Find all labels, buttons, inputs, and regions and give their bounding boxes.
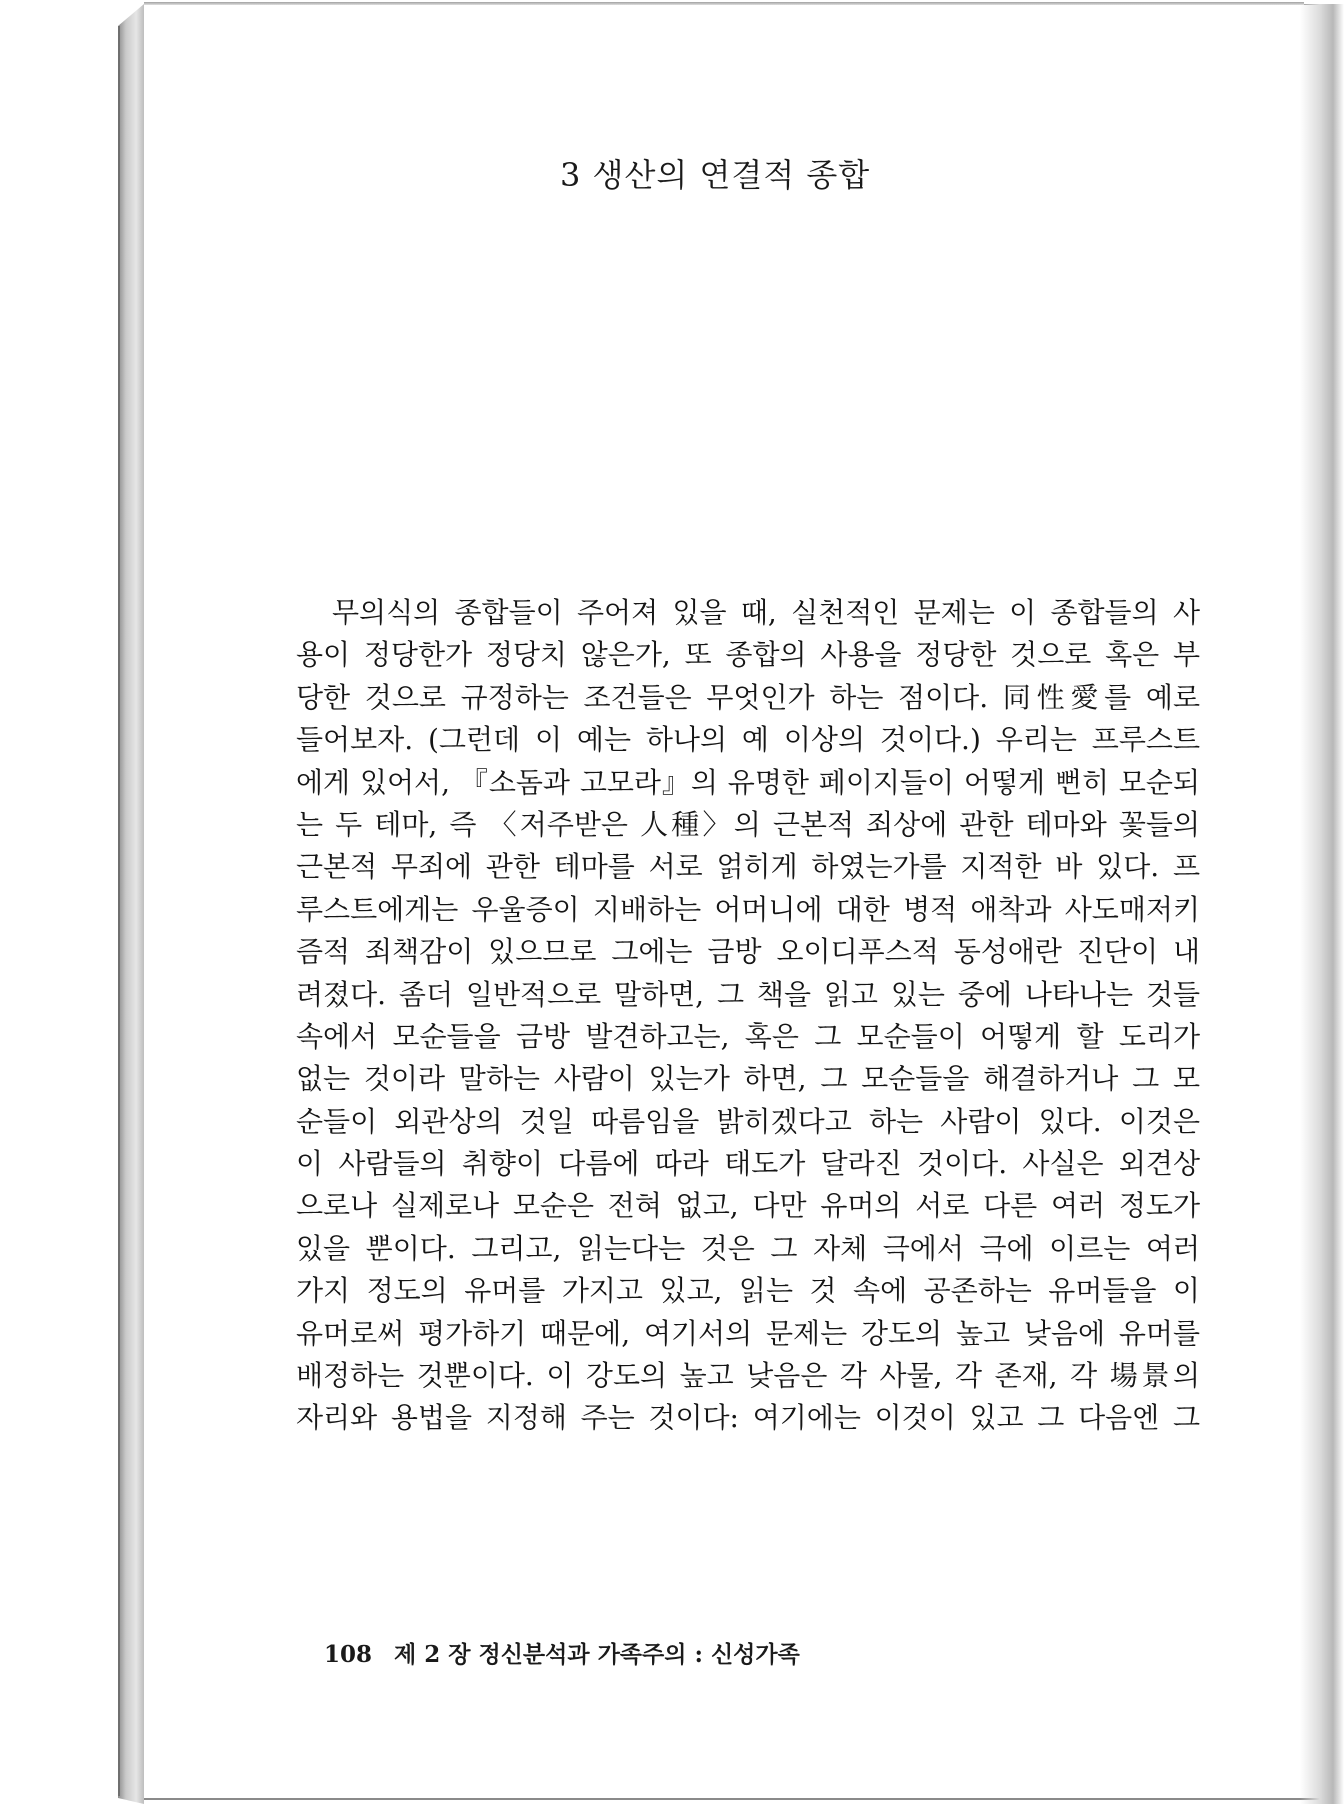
page-number: 108 <box>324 1641 373 1668</box>
book-spine <box>118 4 144 1804</box>
body-line: 순들이 외관상의 것일 따름임을 밝히겠다고 하는 사람이 있다. 이것은 <box>296 1104 1200 1138</box>
section-title: 3 생산의 연결적 종합 <box>560 156 871 194</box>
body-line: 가지 정도의 유머를 가지고 있고, 읽는 것 속에 공존하는 유머들을 이 <box>296 1274 1200 1308</box>
body-line: 으로나 실제로나 모순은 전혀 없고, 다만 유머의 서로 다른 여러 정도가 <box>296 1189 1200 1223</box>
body-line: 당한 것으로 규정하는 조건들은 무엇인가 하는 점이다. 同性愛를 예로 <box>296 680 1200 714</box>
body-line: 없는 것이라 말하는 사람이 있는가 하면, 그 모순들을 해결하거나 그 모 <box>296 1062 1200 1096</box>
body-paragraph <box>296 592 1200 1440</box>
body-line: 용이 정당한가 정당치 않은가, 또 종합의 사용을 정당한 것으로 혹은 부 <box>296 638 1200 672</box>
body-line: 근본적 무죄에 관한 테마를 서로 얽히게 하였는가를 지적한 바 있다. 프 <box>296 850 1200 884</box>
spine-edge <box>118 26 120 1796</box>
chapter-title: 제 2 장 정신분석과 가족주의 : 신성가족 <box>394 1641 800 1668</box>
page-top-edge <box>144 2 1304 5</box>
body-line: 유머로써 평가하기 때문에, 여기서의 문제는 강도의 높고 낮음에 유머를 <box>296 1316 1200 1350</box>
body-line: 들어보자. (그런데 이 예는 하나의 예 이상의 것이다.) 우리는 프루스트 <box>296 723 1200 757</box>
body-line: 에게 있어서, 『소돔과 고모라』의 유명한 페이지들이 어떻게 뻔히 모순되 <box>296 765 1200 799</box>
body-line: 배정하는 것뿐이다. 이 강도의 높고 낮음은 각 사물, 각 존재, 각 場景의 <box>296 1359 1200 1393</box>
body-line: 루스트에게는 우울증이 지배하는 어머니에 대한 병적 애착과 사도매저키 <box>296 892 1200 926</box>
body-line: 무의식의 종합들이 주어져 있을 때, 실천적인 문제는 이 종합들의 사 <box>332 596 1200 629</box>
body-line: 속에서 모순들을 금방 발견하고는, 혹은 그 모순들이 어떻게 할 도리가 <box>296 1019 1200 1053</box>
body-line: 즘적 죄책감이 있으므로 그에는 금방 오이디푸스적 동성애란 진단이 내 <box>296 935 1200 969</box>
page-right-edge-shadow <box>1300 4 1344 1804</box>
running-footer <box>324 1636 800 1669</box>
body-line: 있을 뿐이다. 그리고, 읽는다는 것은 그 자체 극에서 극에 이르는 여러 <box>296 1231 1200 1265</box>
body-line: 는 두 테마, 즉 〈저주받은 人種〉의 근본적 죄상에 관한 테마와 꽃들의 <box>296 807 1200 841</box>
body-line: 자리와 용법을 지정해 주는 것이다: 여기에는 이것이 있고 그 다음엔 그 <box>296 1401 1200 1435</box>
body-line: 이 사람들의 취향이 다름에 따라 태도가 달라진 것이다. 사실은 외견상 <box>296 1147 1200 1181</box>
body-line: 려졌다. 좀더 일반적으로 말하면, 그 책을 읽고 있는 중에 나타나는 것들 <box>296 977 1200 1011</box>
